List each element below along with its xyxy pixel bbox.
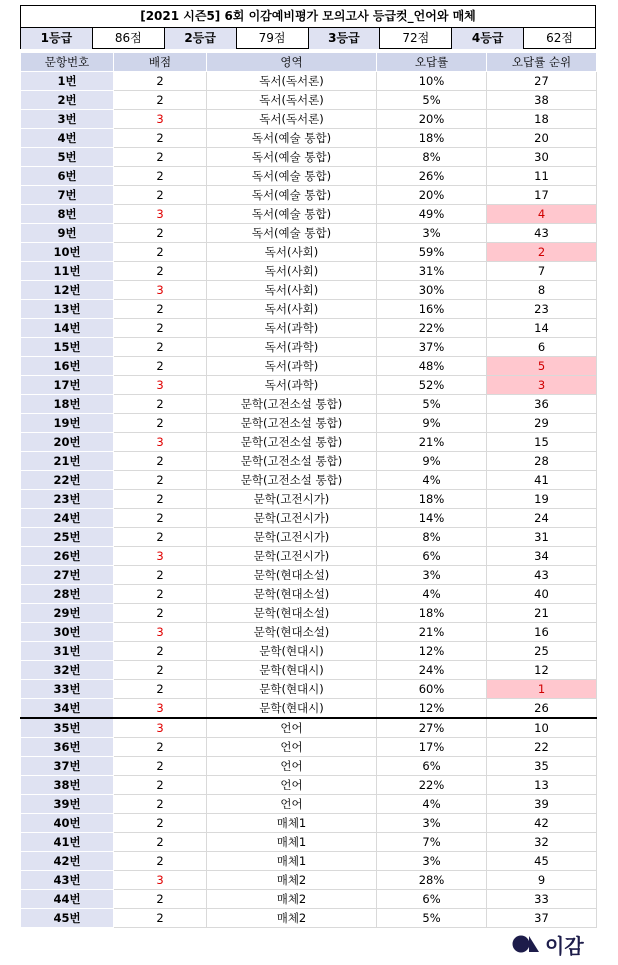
error-rate-cell: 31% [377, 262, 487, 281]
area-cell: 문학(고전소설 통합) [207, 471, 377, 490]
question-number-cell: 44번 [21, 890, 114, 909]
error-rank-cell: 43 [487, 566, 597, 585]
header-box [20, 5, 596, 49]
error-rank-cell: 24 [487, 509, 597, 528]
points-cell: 2 [114, 642, 207, 661]
error-rank-cell: 41 [487, 471, 597, 490]
question-number-cell: 21번 [21, 452, 114, 471]
area-cell: 독서(사회) [207, 262, 377, 281]
area-cell: 독서(사회) [207, 281, 377, 300]
area-cell: 언어 [207, 718, 377, 738]
table-row [21, 262, 597, 281]
question-number-cell: 37번 [21, 757, 114, 776]
question-number-cell: 11번 [21, 262, 114, 281]
question-number-cell: 42번 [21, 852, 114, 871]
table-body [21, 72, 597, 928]
area-cell: 문학(현대소설) [207, 623, 377, 642]
error-rank-cell: 20 [487, 129, 597, 148]
error-rate-cell: 30% [377, 281, 487, 300]
table-row [21, 776, 597, 795]
points-cell: 2 [114, 909, 207, 928]
table-row [21, 319, 597, 338]
table-row [21, 509, 597, 528]
logo-text: 이감 [545, 933, 584, 958]
question-number-cell: 13번 [21, 300, 114, 319]
grade-score: 86점 [93, 28, 165, 49]
table-row [21, 205, 597, 224]
points-cell: 2 [114, 338, 207, 357]
error-rank-cell: 30 [487, 148, 597, 167]
points-cell: 3 [114, 718, 207, 738]
area-cell: 매체2 [207, 871, 377, 890]
question-number-cell: 26번 [21, 547, 114, 566]
error-rank-cell: 26 [487, 699, 597, 719]
points-cell: 2 [114, 129, 207, 148]
error-rank-cell: 17 [487, 186, 597, 205]
error-rank-cell: 6 [487, 338, 597, 357]
question-number-cell: 9번 [21, 224, 114, 243]
table-row [21, 566, 597, 585]
table-row [21, 414, 597, 433]
table-row [21, 833, 597, 852]
table-row [21, 699, 597, 719]
table-row [21, 281, 597, 300]
error-rate-cell: 37% [377, 338, 487, 357]
area-cell: 독서(사회) [207, 300, 377, 319]
error-rate-cell: 48% [377, 357, 487, 376]
area-cell: 독서(예술 통합) [207, 129, 377, 148]
points-cell: 3 [114, 547, 207, 566]
error-rank-cell: 33 [487, 890, 597, 909]
error-rank-cell: 3 [487, 376, 597, 395]
table-row [21, 376, 597, 395]
error-rate-cell: 7% [377, 833, 487, 852]
question-number-cell: 32번 [21, 661, 114, 680]
table-row [21, 661, 597, 680]
table-row [21, 909, 597, 928]
table-row [21, 471, 597, 490]
points-cell: 3 [114, 871, 207, 890]
error-rank-cell: 36 [487, 395, 597, 414]
question-number-cell: 39번 [21, 795, 114, 814]
page-title: [2021 시즌5] 6회 이감예비평가 모의고사 등급컷_언어와 매체 [21, 6, 595, 28]
question-number-cell: 24번 [21, 509, 114, 528]
question-number-cell: 4번 [21, 129, 114, 148]
error-rank-cell: 28 [487, 452, 597, 471]
area-cell: 독서(사회) [207, 243, 377, 262]
table-row [21, 680, 597, 699]
error-rate-cell: 4% [377, 471, 487, 490]
points-cell: 2 [114, 509, 207, 528]
question-number-cell: 36번 [21, 738, 114, 757]
table-row [21, 91, 597, 110]
question-number-cell: 25번 [21, 528, 114, 547]
table-row [21, 490, 597, 509]
question-number-cell: 15번 [21, 338, 114, 357]
table-row [21, 338, 597, 357]
area-cell: 문학(고전시가) [207, 509, 377, 528]
table-row [21, 585, 597, 604]
area-cell: 문학(현대소설) [207, 566, 377, 585]
error-rate-cell: 18% [377, 490, 487, 509]
question-number-cell: 16번 [21, 357, 114, 376]
table-row [21, 852, 597, 871]
points-cell: 2 [114, 680, 207, 699]
error-rank-cell: 35 [487, 757, 597, 776]
question-number-cell: 45번 [21, 909, 114, 928]
points-cell: 2 [114, 852, 207, 871]
area-cell: 독서(과학) [207, 357, 377, 376]
error-rank-cell: 14 [487, 319, 597, 338]
area-cell: 언어 [207, 738, 377, 757]
area-cell: 문학(고전소설 통합) [207, 395, 377, 414]
error-rank-cell: 11 [487, 167, 597, 186]
table-row [21, 357, 597, 376]
table-row [21, 757, 597, 776]
error-rate-cell: 18% [377, 129, 487, 148]
error-rank-cell: 27 [487, 72, 597, 91]
table-row [21, 452, 597, 471]
points-cell: 3 [114, 281, 207, 300]
error-rank-cell: 39 [487, 795, 597, 814]
question-number-cell: 22번 [21, 471, 114, 490]
area-cell: 문학(현대시) [207, 642, 377, 661]
area-cell: 언어 [207, 795, 377, 814]
points-cell: 2 [114, 795, 207, 814]
error-rate-cell: 4% [377, 585, 487, 604]
points-cell: 2 [114, 167, 207, 186]
error-rate-cell: 6% [377, 890, 487, 909]
error-rank-cell: 34 [487, 547, 597, 566]
error-rate-cell: 8% [377, 148, 487, 167]
points-cell: 2 [114, 890, 207, 909]
question-number-cell: 8번 [21, 205, 114, 224]
points-cell: 2 [114, 585, 207, 604]
table-row [21, 433, 597, 452]
error-rank-cell: 10 [487, 718, 597, 738]
question-number-cell: 38번 [21, 776, 114, 795]
area-cell: 독서(독서론) [207, 110, 377, 129]
error-rate-cell: 24% [377, 661, 487, 680]
column-header-points: 배점 [114, 53, 207, 72]
area-cell: 매체2 [207, 909, 377, 928]
error-rank-cell: 29 [487, 414, 597, 433]
points-cell: 2 [114, 452, 207, 471]
points-cell: 2 [114, 148, 207, 167]
points-cell: 3 [114, 623, 207, 642]
error-rate-cell: 16% [377, 300, 487, 319]
area-cell: 매체1 [207, 852, 377, 871]
area-cell: 독서(과학) [207, 338, 377, 357]
error-rank-cell: 13 [487, 776, 597, 795]
error-rank-cell: 19 [487, 490, 597, 509]
error-rank-cell: 16 [487, 623, 597, 642]
table-header-row [21, 53, 597, 72]
error-rate-cell: 60% [377, 680, 487, 699]
area-cell: 문학(현대시) [207, 680, 377, 699]
table-row [21, 224, 597, 243]
question-number-cell: 1번 [21, 72, 114, 91]
error-rate-cell: 9% [377, 452, 487, 471]
area-cell: 문학(현대시) [207, 661, 377, 680]
table-row [21, 186, 597, 205]
table-row [21, 528, 597, 547]
error-rank-cell: 37 [487, 909, 597, 928]
error-rank-cell: 2 [487, 243, 597, 262]
igam-logo-icon [512, 934, 540, 954]
error-rank-cell: 22 [487, 738, 597, 757]
error-rate-cell: 28% [377, 871, 487, 890]
area-cell: 매체1 [207, 833, 377, 852]
table-row [21, 642, 597, 661]
area-cell: 독서(독서론) [207, 72, 377, 91]
column-header-area: 영역 [207, 53, 377, 72]
error-rate-cell: 12% [377, 699, 487, 719]
points-cell: 2 [114, 490, 207, 509]
error-rate-cell: 3% [377, 224, 487, 243]
points-cell: 2 [114, 357, 207, 376]
question-number-cell: 31번 [21, 642, 114, 661]
grade-score: 62점 [546, 31, 573, 45]
error-rate-cell: 6% [377, 547, 487, 566]
error-rate-cell: 3% [377, 814, 487, 833]
points-cell: 2 [114, 833, 207, 852]
area-cell: 독서(과학) [207, 319, 377, 338]
area-cell: 독서(예술 통합) [207, 205, 377, 224]
column-header-error-rank: 오답률 순위 [487, 53, 597, 72]
error-rate-cell: 22% [377, 319, 487, 338]
grade-label: 3등급 [309, 28, 381, 49]
grade-cut-row [21, 28, 595, 49]
error-rate-cell: 5% [377, 395, 487, 414]
question-number-cell: 34번 [21, 699, 114, 719]
table-row [21, 395, 597, 414]
table-row [21, 129, 597, 148]
table-row [21, 890, 597, 909]
question-number-cell: 23번 [21, 490, 114, 509]
points-cell: 3 [114, 205, 207, 224]
error-rank-cell: 9 [487, 871, 597, 890]
question-number-cell: 6번 [21, 167, 114, 186]
area-cell: 문학(현대소설) [207, 604, 377, 623]
logo [512, 931, 584, 957]
error-rate-cell: 5% [377, 909, 487, 928]
question-number-cell: 40번 [21, 814, 114, 833]
points-cell: 2 [114, 776, 207, 795]
points-cell: 2 [114, 72, 207, 91]
error-rate-cell: 21% [377, 623, 487, 642]
error-rate-cell: 10% [377, 72, 487, 91]
error-rate-cell: 26% [377, 167, 487, 186]
question-number-cell: 12번 [21, 281, 114, 300]
table-row [21, 148, 597, 167]
points-cell: 2 [114, 528, 207, 547]
question-number-cell: 41번 [21, 833, 114, 852]
column-header-question: 문항번호 [21, 53, 114, 72]
question-number-cell: 19번 [21, 414, 114, 433]
area-cell: 매체2 [207, 890, 377, 909]
question-number-cell: 10번 [21, 243, 114, 262]
error-rate-cell: 8% [377, 528, 487, 547]
error-rate-cell: 5% [377, 91, 487, 110]
error-rank-cell: 12 [487, 661, 597, 680]
error-rate-cell: 49% [377, 205, 487, 224]
area-cell: 문학(고전소설 통합) [207, 452, 377, 471]
points-cell: 2 [114, 566, 207, 585]
question-number-cell: 3번 [21, 110, 114, 129]
area-cell: 문학(고전소설 통합) [207, 433, 377, 452]
table-row [21, 243, 597, 262]
error-rank-cell: 21 [487, 604, 597, 623]
question-number-cell: 30번 [21, 623, 114, 642]
grade-score: 79점 [237, 28, 309, 49]
question-number-cell: 14번 [21, 319, 114, 338]
error-rate-cell: 9% [377, 414, 487, 433]
answer-stats-table [20, 52, 597, 928]
points-cell: 2 [114, 224, 207, 243]
table-row [21, 814, 597, 833]
error-rate-cell: 52% [377, 376, 487, 395]
error-rank-cell: 8 [487, 281, 597, 300]
question-number-cell: 35번 [21, 718, 114, 738]
error-rate-cell: 6% [377, 757, 487, 776]
error-rank-cell: 32 [487, 833, 597, 852]
question-number-cell: 33번 [21, 680, 114, 699]
table-row [21, 738, 597, 757]
table-row [21, 167, 597, 186]
points-cell: 2 [114, 814, 207, 833]
area-cell: 독서(독서론) [207, 91, 377, 110]
error-rate-cell: 27% [377, 718, 487, 738]
points-cell: 3 [114, 699, 207, 719]
table-row [21, 718, 597, 738]
points-cell: 2 [114, 395, 207, 414]
points-cell: 2 [114, 300, 207, 319]
error-rank-cell: 18 [487, 110, 597, 129]
error-rank-cell: 38 [487, 91, 597, 110]
grade-label: 1등급 [21, 28, 93, 49]
error-rank-cell: 4 [487, 205, 597, 224]
area-cell: 문학(고전시가) [207, 490, 377, 509]
error-rank-cell: 7 [487, 262, 597, 281]
grade-label: 2등급 [165, 28, 237, 49]
area-cell: 언어 [207, 776, 377, 795]
error-rate-cell: 20% [377, 110, 487, 129]
error-rate-cell: 17% [377, 738, 487, 757]
error-rank-cell: 5 [487, 357, 597, 376]
error-rate-cell: 3% [377, 852, 487, 871]
points-cell: 2 [114, 757, 207, 776]
area-cell: 독서(예술 통합) [207, 186, 377, 205]
column-header-error-rate: 오답률 [377, 53, 487, 72]
grade-label: 4등급 [452, 28, 524, 49]
error-rank-cell: 1 [487, 680, 597, 699]
table-row [21, 300, 597, 319]
question-number-cell: 18번 [21, 395, 114, 414]
table-row [21, 871, 597, 890]
points-cell: 2 [114, 262, 207, 281]
error-rank-cell: 45 [487, 852, 597, 871]
table-row [21, 72, 597, 91]
error-rank-cell: 25 [487, 642, 597, 661]
area-cell: 문학(현대시) [207, 699, 377, 719]
table-row [21, 110, 597, 129]
points-cell: 2 [114, 414, 207, 433]
error-rank-cell: 15 [487, 433, 597, 452]
error-rank-cell: 23 [487, 300, 597, 319]
error-rate-cell: 3% [377, 566, 487, 585]
points-cell: 3 [114, 376, 207, 395]
area-cell: 독서(예술 통합) [207, 167, 377, 186]
error-rate-cell: 20% [377, 186, 487, 205]
points-cell: 2 [114, 471, 207, 490]
points-cell: 2 [114, 186, 207, 205]
error-rate-cell: 14% [377, 509, 487, 528]
points-cell: 3 [114, 110, 207, 129]
points-cell: 2 [114, 661, 207, 680]
question-number-cell: 29번 [21, 604, 114, 623]
area-cell: 문학(고전시가) [207, 528, 377, 547]
table-row [21, 604, 597, 623]
grade-score: 72점 [380, 28, 452, 49]
table-row [21, 547, 597, 566]
table-row [21, 795, 597, 814]
area-cell: 독서(과학) [207, 376, 377, 395]
error-rate-cell: 59% [377, 243, 487, 262]
question-number-cell: 20번 [21, 433, 114, 452]
question-number-cell: 2번 [21, 91, 114, 110]
error-rate-cell: 22% [377, 776, 487, 795]
points-cell: 2 [114, 243, 207, 262]
question-number-cell: 7번 [21, 186, 114, 205]
error-rate-cell: 4% [377, 795, 487, 814]
points-cell: 2 [114, 319, 207, 338]
error-rank-cell: 40 [487, 585, 597, 604]
question-number-cell: 17번 [21, 376, 114, 395]
area-cell: 문학(현대소설) [207, 585, 377, 604]
table-row [21, 623, 597, 642]
question-number-cell: 27번 [21, 566, 114, 585]
points-cell: 2 [114, 738, 207, 757]
area-cell: 문학(고전시가) [207, 547, 377, 566]
error-rate-cell: 21% [377, 433, 487, 452]
points-cell: 2 [114, 604, 207, 623]
error-rank-cell: 43 [487, 224, 597, 243]
points-cell: 2 [114, 91, 207, 110]
area-cell: 문학(고전소설 통합) [207, 414, 377, 433]
area-cell: 독서(예술 통합) [207, 224, 377, 243]
error-rate-cell: 12% [377, 642, 487, 661]
error-rate-cell: 18% [377, 604, 487, 623]
points-cell: 3 [114, 433, 207, 452]
area-cell: 매체1 [207, 814, 377, 833]
error-rank-cell: 42 [487, 814, 597, 833]
question-number-cell: 28번 [21, 585, 114, 604]
error-rank-cell: 31 [487, 528, 597, 547]
area-cell: 언어 [207, 757, 377, 776]
question-number-cell: 43번 [21, 871, 114, 890]
question-number-cell: 5번 [21, 148, 114, 167]
area-cell: 독서(예술 통합) [207, 148, 377, 167]
